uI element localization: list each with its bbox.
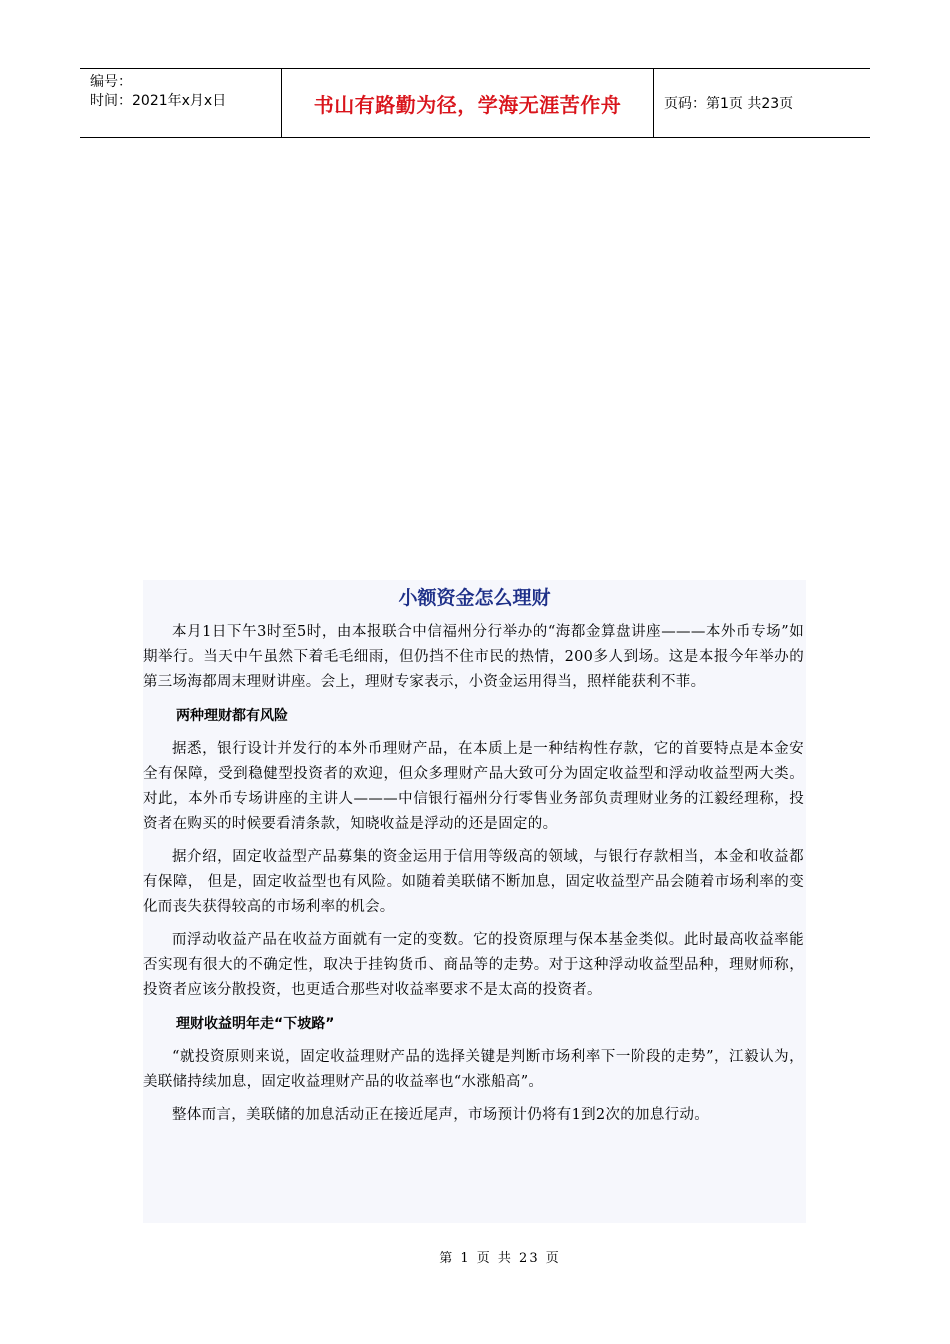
paragraph: 据介绍，固定收益型产品募集的资金运用于信用等级高的领域，与银行存款相当，本金和收益都有保障， 但是，固定收益型也有风险。如随着美联储不断加息，固定收益型产品会随着市场利率的变化而丧失获得较高的市场利率的机会。 <box>143 849 804 915</box>
section-heading: 两种理财都有风险 <box>176 708 288 724</box>
paragraph: 据悉，银行设计并发行的本外币理财产品，在本质上是一种结构性存款，它的首要特点是本金安全有保障，受到稳健型投资者的欢迎，但众多理财产品大致可分为固定收益型和浮动收益型两大类。对此，本外币专场讲座的主讲人———中信银行福州分行零售业务部负责理财业务的江毅经理称，投资者在购买的时候要看清条款，知晓收益是浮动的还是固定的。 <box>143 741 804 832</box>
header-motto: 书山有路勤为径，学海无涯苦作舟 <box>282 69 654 137</box>
paragraph: 整体而言，美联储的加息活动正在接近尾声，市场预计仍将有1到2次的加息行动。 <box>172 1107 710 1123</box>
time-label: 时间：2021年x月x日 <box>90 93 227 109</box>
paragraph: “就投资原则来说，固定收益理财产品的选择关键是判断市场利率下一阶段的走势”，江毅认为，美联储持续加息，固定收益理财产品的收益率也“水涨船高”。 <box>143 1049 804 1090</box>
section-heading: 理财收益明年走“下坡路” <box>176 1016 335 1032</box>
article-title: 小额资金怎么理财 <box>398 587 551 609</box>
number-label: 编号： <box>90 74 132 90</box>
header-table <box>80 68 870 138</box>
paragraph: 本月1日下午3时至5时，由本报联合中信福州分行举办的“海都金算盘讲座———本外币专场”如期举行。当天中午虽然下着毛毛细雨，但仍挡不住市民的热情，200多人到场。这是本报今年举办的第三场海都周末理财讲座。会上，理财专家表示，小资金运用得当，照样能获利不菲。 <box>143 624 804 690</box>
article-body <box>143 580 806 1223</box>
header-meta-cell <box>80 69 282 137</box>
paragraph: 而浮动收益产品在收益方面就有一定的变数。它的投资原理与保本基金类似。此时最高收益率能否实现有很大的不确定性，取决于挂钩货币、商品等的走势。对于这种浮动收益型品种，理财师称，投资者应该分散投资，也更适合那些对收益率要求不是太高的投资者。 <box>143 932 804 998</box>
page-footer: 第 1 页 共 23 页 <box>439 1251 561 1266</box>
header-page-info: 页码：第1页 共23页 <box>664 96 794 112</box>
